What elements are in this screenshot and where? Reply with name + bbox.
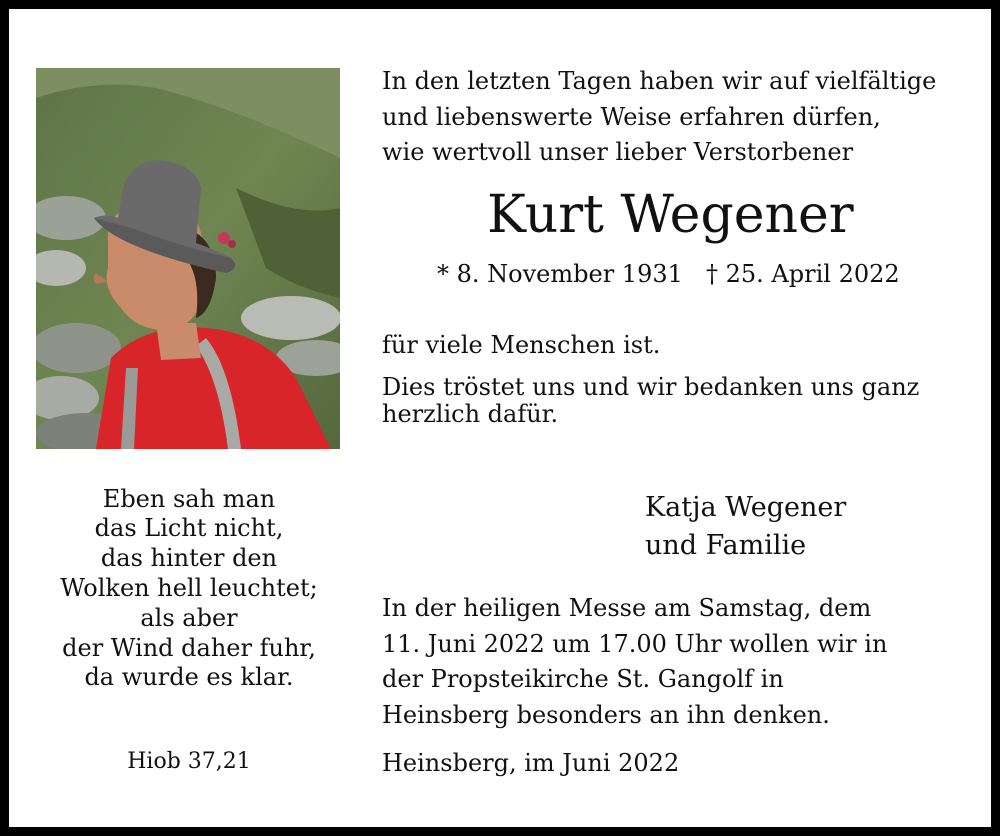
intro-line-3: wie wertvoll unser lieber Verstorbener (382, 138, 854, 166)
birth-date: * 8. November 1931 (437, 260, 683, 288)
mass-line-1: In der heiligen Messe am Samstag, dem (382, 594, 872, 622)
intro-line-2: und liebenswerte Weise erfahren dürfen, (382, 103, 881, 131)
verse-line-7: da wurde es klar. (84, 663, 294, 691)
middle-line-2: Dies tröstet uns und wir bedanken uns ganz (382, 373, 920, 401)
verse-line-1: Eben sah man (102, 485, 276, 513)
verse-line-6: der Wind daher fuhr, (62, 634, 316, 662)
family-line-2: und Familie (645, 530, 807, 561)
family-line-1: Katja Wegener (645, 492, 847, 523)
deceased-name: Kurt Wegener (487, 185, 854, 245)
verse-line-2: das Licht nicht, (94, 514, 284, 542)
mass-line-4: Heinsberg besonders an ihn denken. (382, 701, 830, 729)
verse-line-3: das hinter den (100, 544, 278, 572)
verse-line-5: als aber (140, 604, 238, 632)
verse-source: Hiob 37,21 (127, 749, 251, 774)
place-date: Heinsberg, im Juni 2022 (382, 749, 680, 777)
mass-line-2: 11. Juni 2022 um 17.00 Uhr wollen wir in (382, 630, 888, 658)
death-date: † 25. April 2022 (706, 260, 900, 288)
middle-line-1: für viele Menschen ist. (382, 331, 661, 359)
middle-line-3: herzlich dafür. (382, 400, 559, 428)
portrait-photo (36, 68, 340, 449)
verse-line-4: Wolken hell leuchtet; (60, 574, 318, 602)
intro-line-1: In den letzten Tagen haben wir auf vielfältige (382, 67, 937, 95)
mass-line-3: der Propsteikirche St. Gangolf in (382, 665, 784, 693)
